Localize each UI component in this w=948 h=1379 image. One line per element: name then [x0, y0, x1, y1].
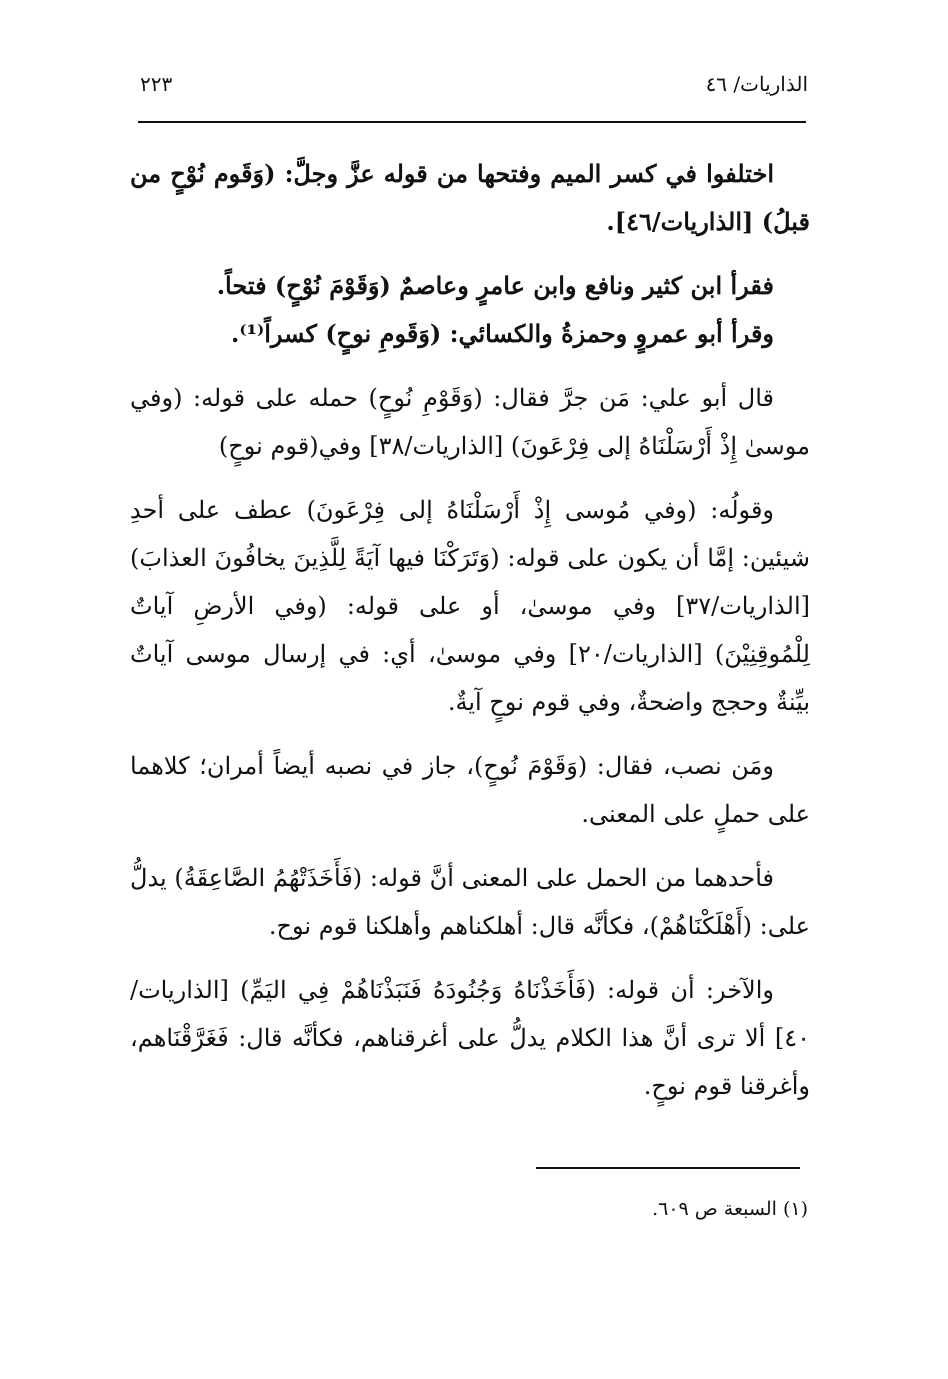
readings-block	[130, 262, 810, 358]
intro-paragraph: اختلفوا في كسر الميم وفتحها من قوله عزَّ وجلَّ: (وَقَوم نُوْحٍ من قبلُ) [الذاريات/٤٦].	[130, 159, 810, 236]
musa-paragraph: وقولُه: (وفي مُوسى إِذْ أَرْسَلْنَاهُ إلى فِرْعَونَ) عطف على أحدِ شيئين: إمَّا أن يكون على قوله: (وَتَرَكْنَا فيها آيَةً لِلَّذِينَ يخافُونَ العذابَ) [الذاريات/٣٧] وفي موسىٰ، أو على قوله: (وفي الأرضِ آياتٌ لِلْمُوقِنِيْنَ) [الذاريات/٢٠] وفي موسىٰ، أي: في إرسال موسى آياتٌ بيِّنةٌ وحجج واضحةٌ، وفي قوم نوحٍ آيةٌ.	[130, 496, 810, 716]
second-reason-paragraph: والآخر: أن قوله: (فَأَخَذْنَاهُ وَجُنُودَهُ فَنَبَذْنَاهُمْ فِي اليَمِّ) [الذاريات/ ٤٠] ألا ترى أنَّ هذا الكلام يدلُّ على أغرقناهم، فكأنَّه قال: فَغَرَّقْنَاهم، وأغرقنا قوم نوحٍ.	[130, 976, 810, 1100]
abu-ali-paragraph: قال أبو علي: مَن جرَّ فقال: (وَقَوْمِ نُوحٍ) حمله على قوله: (وفي موسىٰ إِذْ أَرْسَلْنَاهُ إلى فِرْعَونَ) [الذاريات/٣٨] وفي(قوم نوحٍ)	[130, 384, 810, 460]
nasb-paragraph: ومَن نصب، فقال: (وَقَوْمَ نُوحٍ)، جاز في نصبه أيضاً أمران؛ كلاهما على حملٍ على المعنى.	[130, 752, 810, 828]
footnote: (١) السبعة ص ٦٠٩.	[652, 1198, 808, 1220]
page-number: ٢٢٣	[140, 72, 173, 96]
first-reason-paragraph: فأحدهما من الحمل على المعنى أنَّ قوله: (فَأَخَذَتْهُمُ الصَّاعِقَةُ) يدلُّ على: (أَهْلَكْنَاهُمْ)، فكأنَّه قال: أهلكناهم وأهلكنا قوم نوح.	[130, 864, 810, 940]
reading-kasra: وقرأ أبو عمروٍ وحمزةُ والكسائي: (وَقَومِ نوحٍ) كسراً⁽¹⁾.	[231, 319, 774, 348]
footnote-divider	[536, 1167, 800, 1169]
header-divider	[138, 121, 806, 123]
body-text	[130, 150, 810, 1126]
reading-fatha: فقرأ ابن كثير ونافع وابن عامرٍ وعاصمٌ (وَقَوْمَ نُوْحٍ) فتحاً.	[216, 271, 774, 300]
running-title: الذاريات/ ٤٦	[705, 72, 808, 96]
